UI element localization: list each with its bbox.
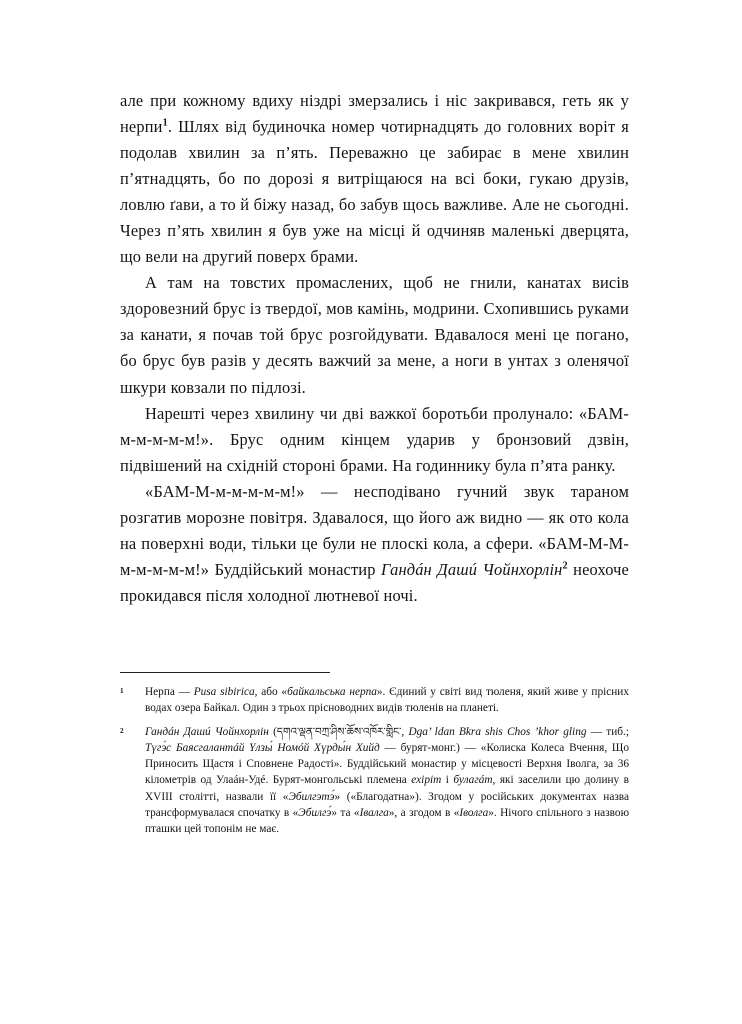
text-run: ». Нічого спільного з назвою пташки цей топонім не має. bbox=[145, 806, 630, 835]
body-paragraph bbox=[120, 479, 629, 609]
text-run: » («Благодатна»). Згодом у російських документах назва трансформувалася спочатку в « bbox=[145, 790, 629, 819]
text-run: , bbox=[401, 726, 409, 739]
text-run: », а згодом в « bbox=[388, 806, 460, 819]
footnote-number: 2 bbox=[120, 726, 124, 735]
text-run: ». Єдиний у світі вид тюленя, який живе у прісних водах озера Байкал. Один з трьох прісноводних видів тюленів на планеті. bbox=[145, 686, 630, 715]
italic-run: Гандáн Дашú Чойнхорлін bbox=[145, 726, 269, 739]
text-run: Нерпа — bbox=[145, 686, 194, 698]
footnotes-section bbox=[120, 672, 629, 837]
body-text-block bbox=[120, 88, 629, 609]
text-run: . Шлях від будиночка номер чотирнадцять до головних воріт я подолав хвилин за п’ять. Переважно це забирає в мене хвилин п’ятнадцять, бо по дорозі я витріщаюся на всі боки, гукаю друзів, ловлю ґави, а то й біжу назад, бо забув щось важливе. Але не сьогодні. Через п’ять хвилин я був уже на місці й одчиняв маленькі дверцята, що вели на другий поверх брами. bbox=[120, 117, 629, 267]
text-run: і bbox=[441, 774, 454, 787]
text-run: неохоче прокидався після холодної лютневої ночі. bbox=[120, 559, 629, 605]
footnote-number: 1 bbox=[120, 686, 124, 695]
italic-run: байкальська нерпа bbox=[287, 686, 377, 698]
italic-run: булагáт bbox=[453, 774, 493, 787]
body-paragraph bbox=[120, 270, 629, 400]
text-run: , які заселили цю долину в XVIII столітті, назвали її « bbox=[145, 774, 629, 803]
italic-run: Dga’ ldan Bkra shis Chos ’khor gling bbox=[408, 726, 587, 739]
text-run: Нарешті через хвилину чи дві важкої боротьби пролунало: «БАМ-м-м-м-м-м!». Брус одним кінцем ударив у бронзовий дзвін, підвішений на східній стороні брами. На годиннику була п’ята ранку. bbox=[120, 403, 629, 475]
tibetan-script-run: དགའ་ལྡན་བཀྲ་ཤིས་ཆོས་འཁོར་གླིང་ bbox=[276, 726, 402, 739]
italic-run: Эбилгэ́ bbox=[298, 806, 332, 819]
italic-run: Гандáн Дашú Чойнхорлін bbox=[381, 559, 563, 579]
footnote-separator-rule bbox=[120, 672, 330, 673]
text-run: А там на товстих промаслених, щоб не гнили, канатах висів здоровезний брус із твердої, мов камінь, модрини. Схопившись руками за канати, я почав той брус розгойдувати. Вдавалося мені це погано, бо брус був разів у десять важчий за мене, а ноги в унтах з оленячої шкури ковзали по підлозі. bbox=[120, 273, 629, 397]
text-run: ( bbox=[268, 726, 277, 739]
footnote-reference: 2 bbox=[562, 560, 568, 572]
italic-run: Түгэ́с Баясгалантáй Үлзы́ Номóй Хүрды́н Хийд bbox=[145, 742, 380, 755]
text-run: але при кожному вдиху ніздрі змерзались і ніс закривався, геть як у нерпи bbox=[120, 91, 629, 137]
footnote-reference: 1 bbox=[162, 117, 168, 129]
text-run: » та « bbox=[331, 806, 360, 819]
text-run: — тиб.; bbox=[586, 726, 629, 739]
italic-run: Івалга bbox=[359, 806, 389, 819]
footnote-item bbox=[120, 724, 629, 837]
body-paragraph bbox=[120, 401, 629, 479]
footnote-item bbox=[120, 684, 629, 716]
footnote-text bbox=[145, 684, 629, 716]
body-paragraph bbox=[120, 88, 629, 270]
italic-run: Pusa sibirica bbox=[193, 686, 255, 698]
text-run: , або « bbox=[254, 686, 288, 698]
italic-run: Іволга bbox=[459, 806, 489, 819]
text-run: «БАМ-М-м-м-м-м-м!» — несподівано гучний звук тараном розгатив морозне повітря. Здавалося, що його аж видно — як ото кола на поверхні води, тільки це були не плоскі кола, а сфери. «БАМ-М-М-м-м-м-м-м!» Буддійський монастир bbox=[120, 481, 629, 579]
text-run: — бурят-монг.) — «Колиска Колеса Вчення, Що Приносить Щастя і Сповнене Радості». Буддійський монастир у місцевості Верхня Іволга, за 36 кілометрів од Улаáн-Удé. Бурят-монгольські племена bbox=[145, 742, 629, 787]
italic-run: Эбилгэтэ́ bbox=[288, 790, 335, 803]
italic-run: ехіріт bbox=[411, 774, 442, 787]
footnote-text bbox=[145, 724, 629, 837]
